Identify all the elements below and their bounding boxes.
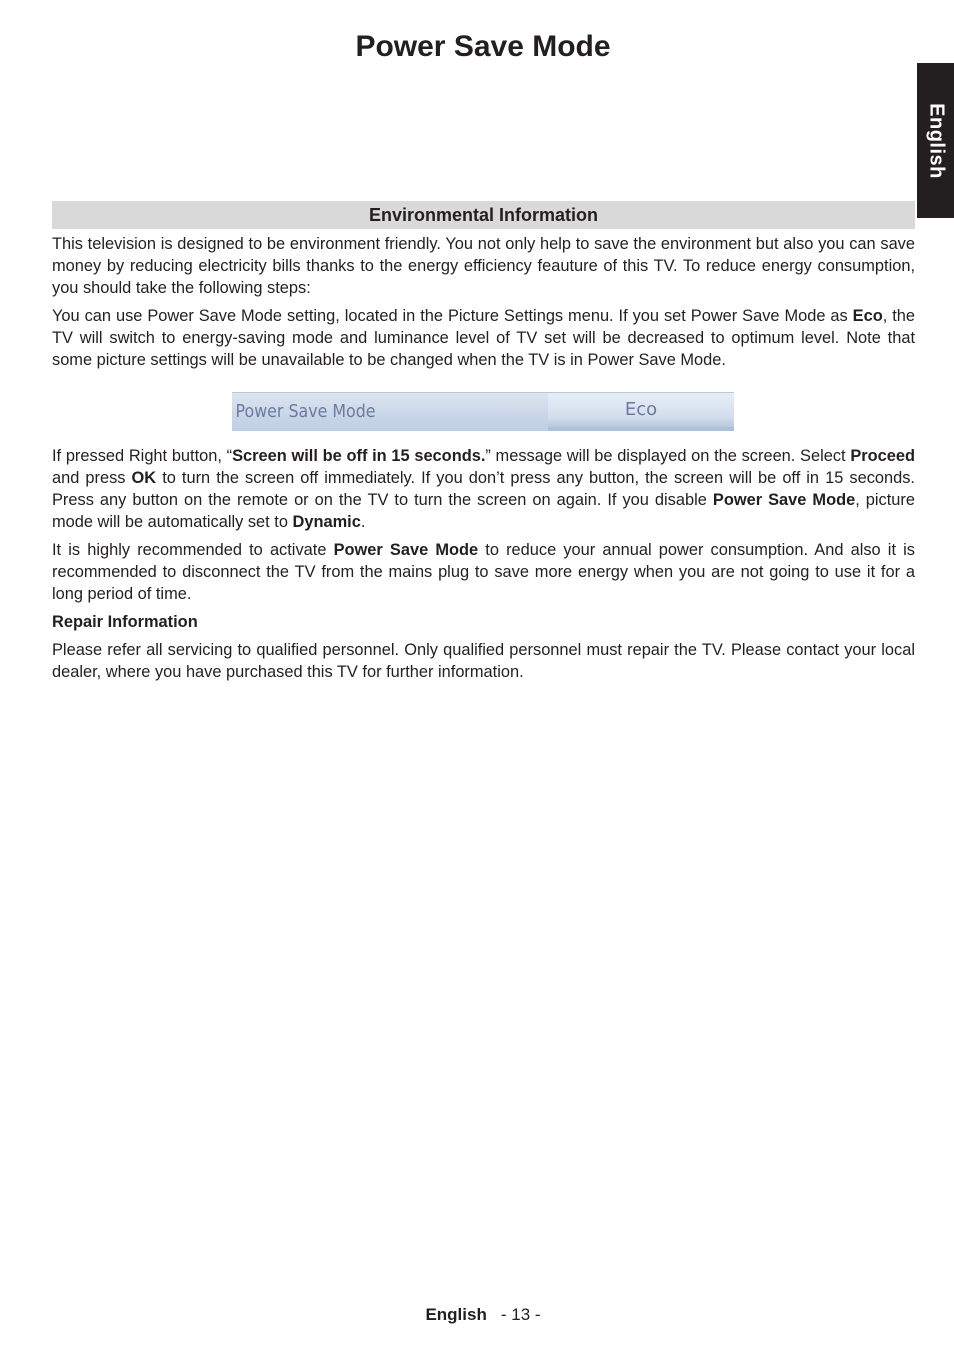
paragraph-repair: Please refer all servicing to qualified personnel. Only qualified personnel must repair the TV. Please contact your local dealer, where you have purchased this TV for further information. <box>52 641 915 681</box>
text-run: ” message will be displayed on the screen. Select <box>485 447 851 465</box>
page-footer <box>0 1305 954 1325</box>
text-run: . <box>360 513 366 531</box>
page-number: - 13 - <box>500 1305 541 1324</box>
text-bold: Power Save Mode <box>712 491 856 509</box>
text-run: to turn the screen off immediately. If you don’t press any button, the screen will be off in 15 seconds. Press any button on the remote or on the TV to turn the screen on again. If you disable <box>52 469 915 509</box>
paragraph-intro: This television is designed to be environment friendly. You not only help to save the environment but also you can save money by reducing electricity bills thanks to the energy efficiency feauture of this TV. To reduce energy consumption, you should take the following steps: <box>52 235 915 297</box>
text-run: It is highly recommended to activate <box>52 541 334 559</box>
language-side-tab <box>917 63 954 218</box>
text-run: and press <box>52 469 132 487</box>
text-bold: Dynamic <box>292 513 361 531</box>
text-run: to reduce your annual power consumption. And also it is recommended to disconnect the TV from the mains plug to save more energy when you are not going to use it for a long period of time. <box>52 541 915 603</box>
footer-language: English <box>425 1305 487 1324</box>
paragraph-power-save-setting <box>52 305 915 371</box>
menu-bar-value: Eco <box>548 393 734 431</box>
text-run: You can use Power Save Mode setting, located in the Picture Settings menu. If you set Power Save Mode as <box>52 307 853 325</box>
menu-bar-label: Power Save Mode <box>235 401 376 422</box>
page-title: Power Save Mode <box>355 30 611 63</box>
text-run: If pressed Right button, “ <box>52 447 233 465</box>
power-save-mode-menu-bar <box>232 392 734 431</box>
text-bold: Screen will be off in 15 seconds. <box>232 447 486 465</box>
paragraph-screen-off <box>52 445 915 533</box>
text-bold: Power Save Mode <box>333 541 479 559</box>
text-run: , picture mode will be automatically set to <box>52 491 915 531</box>
text-bold: Eco <box>852 307 883 325</box>
text-bold: Proceed <box>850 447 916 465</box>
paragraph-recommendation <box>52 539 915 605</box>
repair-heading: Repair Information <box>52 613 198 631</box>
language-side-tab-label: English <box>925 102 947 179</box>
text-run: , the TV will switch to energy-saving mode and luminance level of TV set will be decreased to optimum level. Note that some picture settings will be unavailable to be changed when the TV is in Power Save Mode. <box>52 307 915 369</box>
page-content <box>52 201 915 689</box>
text-bold: OK <box>131 469 157 487</box>
section-heading: Environmental Information <box>52 201 915 229</box>
